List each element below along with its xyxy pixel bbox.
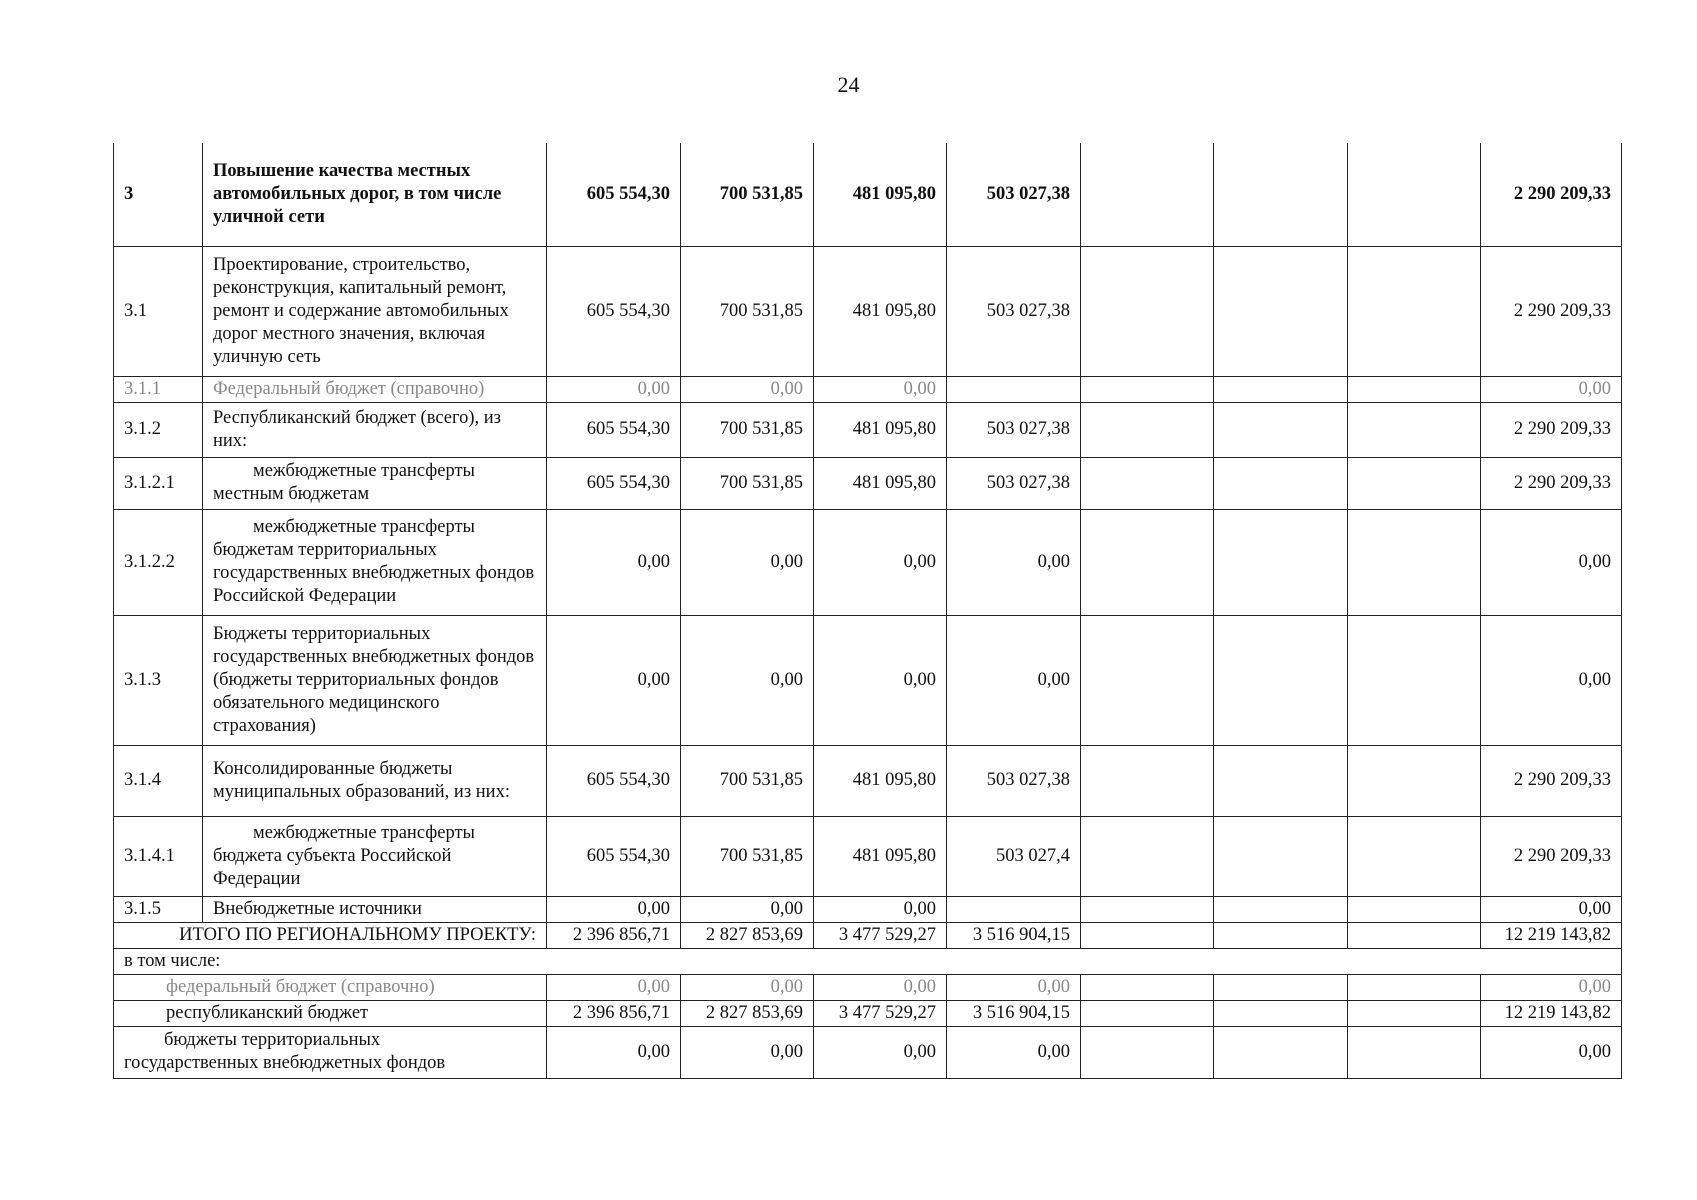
cell-empty (1348, 143, 1481, 246)
table-row (114, 376, 1622, 402)
cell-total: 2 290 209,33 (1481, 745, 1622, 816)
cell-empty (1348, 922, 1481, 948)
table-row (114, 896, 1622, 922)
cell-empty (1081, 1026, 1214, 1078)
table-row (114, 745, 1622, 816)
cell-value: 481 095,80 (814, 457, 947, 509)
cell-empty (1348, 1000, 1481, 1026)
cell-value: 2 827 853,69 (681, 922, 814, 948)
cell-empty (1348, 745, 1481, 816)
cell-empty (1348, 246, 1481, 376)
cell-value: 0,00 (814, 1026, 947, 1078)
cell-empty (1348, 896, 1481, 922)
cell-value: 0,00 (814, 974, 947, 1000)
cell-value: 0,00 (681, 509, 814, 615)
cell-value: 605 554,30 (547, 402, 681, 457)
cell-value (947, 376, 1081, 402)
cell-empty (1214, 246, 1348, 376)
row-name: Консолидированные бюджеты муниципальных образований, из них: (203, 745, 547, 816)
cell-empty (1081, 745, 1214, 816)
cell-empty (1348, 615, 1481, 745)
cell-value: 605 554,30 (547, 246, 681, 376)
row-code: 3.1.4 (114, 745, 203, 816)
cell-empty (1081, 922, 1214, 948)
cell-value: 0,00 (947, 615, 1081, 745)
cell-empty (1348, 376, 1481, 402)
summary-label: республиканский бюджет (114, 1000, 547, 1026)
cell-value: 503 027,38 (947, 246, 1081, 376)
cell-value: 0,00 (547, 376, 681, 402)
cell-empty (1081, 143, 1214, 246)
cell-empty (1214, 896, 1348, 922)
cell-empty (1214, 922, 1348, 948)
cell-empty (1081, 402, 1214, 457)
cell-value: 503 027,38 (947, 457, 1081, 509)
cell-value: 700 531,85 (681, 402, 814, 457)
cell-total: 2 290 209,33 (1481, 402, 1622, 457)
cell-value: 0,00 (814, 896, 947, 922)
cell-empty (1214, 974, 1348, 1000)
cell-value (947, 896, 1081, 922)
cell-value: 3 477 529,27 (814, 1000, 947, 1026)
row-code: 3.1 (114, 246, 203, 376)
cell-empty (1081, 509, 1214, 615)
cell-value: 0,00 (947, 974, 1081, 1000)
table-row (114, 143, 1622, 246)
table-row (114, 402, 1622, 457)
cell-empty (1081, 1000, 1214, 1026)
cell-value: 481 095,80 (814, 745, 947, 816)
summary-label: бюджеты территориальных государственных внебюджетных фондов (114, 1026, 547, 1078)
cell-total: 0,00 (1481, 1026, 1622, 1078)
cell-total: 0,00 (1481, 615, 1622, 745)
cell-value: 0,00 (681, 376, 814, 402)
summary-row (114, 1026, 1622, 1078)
row-name: Повышение качества местных автомобильных дорог, в том числе уличной сети (203, 143, 547, 246)
cell-value: 481 095,80 (814, 816, 947, 896)
cell-empty (1214, 1026, 1348, 1078)
row-code: 3.1.3 (114, 615, 203, 745)
cell-value: 481 095,80 (814, 402, 947, 457)
cell-empty (1348, 974, 1481, 1000)
row-code: 3.1.2 (114, 402, 203, 457)
cell-value: 605 554,30 (547, 143, 681, 246)
cell-total: 0,00 (1481, 974, 1622, 1000)
cell-empty (1214, 615, 1348, 745)
row-code: 3 (114, 143, 203, 246)
cell-value: 0,00 (547, 615, 681, 745)
row-name: Республиканский бюджет (всего), из них: (203, 402, 547, 457)
cell-value: 0,00 (814, 509, 947, 615)
cell-value: 0,00 (547, 974, 681, 1000)
cell-empty (1214, 1000, 1348, 1026)
cell-empty (1214, 457, 1348, 509)
page-number: 24 (837, 72, 860, 97)
cell-total: 0,00 (1481, 376, 1622, 402)
cell-total: 0,00 (1481, 509, 1622, 615)
cell-value: 0,00 (547, 896, 681, 922)
row-code: 3.1.1 (114, 376, 203, 402)
cell-value: 0,00 (814, 615, 947, 745)
total-row (114, 922, 1622, 948)
cell-value: 0,00 (814, 376, 947, 402)
cell-empty (1081, 896, 1214, 922)
row-code: 3.1.4.1 (114, 816, 203, 896)
row-name: Проектирование, строительство, реконструкция, капитальный ремонт, ремонт и содержание автомобильных дорог местного значения, включая уличную сеть (203, 246, 547, 376)
cell-value: 605 554,30 (547, 745, 681, 816)
cell-value: 0,00 (547, 1026, 681, 1078)
cell-value: 503 027,4 (947, 816, 1081, 896)
summary-label: федеральный бюджет (справочно) (114, 974, 547, 1000)
row-name: Внебюджетные источники (203, 896, 547, 922)
cell-empty (1081, 615, 1214, 745)
cell-value: 700 531,85 (681, 745, 814, 816)
cell-value: 3 516 904,15 (947, 922, 1081, 948)
cell-empty (1214, 402, 1348, 457)
cell-value: 503 027,38 (947, 402, 1081, 457)
cell-value: 700 531,85 (681, 143, 814, 246)
cell-total: 2 290 209,33 (1481, 246, 1622, 376)
cell-value: 481 095,80 (814, 246, 947, 376)
cell-value: 0,00 (681, 615, 814, 745)
table-row (114, 509, 1622, 615)
cell-value: 0,00 (947, 509, 1081, 615)
cell-empty (1348, 1026, 1481, 1078)
cell-value: 0,00 (681, 974, 814, 1000)
total-label: ИТОГО ПО РЕГИОНАЛЬНОМУ ПРОЕКТУ: (114, 922, 547, 948)
cell-value: 2 396 856,71 (547, 1000, 681, 1026)
cell-value: 605 554,30 (547, 457, 681, 509)
cell-value: 0,00 (547, 509, 681, 615)
cell-value: 0,00 (947, 1026, 1081, 1078)
cell-total: 12 219 143,82 (1481, 1000, 1622, 1026)
cell-value: 700 531,85 (681, 246, 814, 376)
cell-value: 2 396 856,71 (547, 922, 681, 948)
row-code: 3.1.5 (114, 896, 203, 922)
cell-empty (1081, 974, 1214, 1000)
cell-total: 2 290 209,33 (1481, 143, 1622, 246)
cell-value: 481 095,80 (814, 143, 947, 246)
row-code: 3.1.2.1 (114, 457, 203, 509)
cell-empty (1348, 457, 1481, 509)
table-row (114, 816, 1622, 896)
cell-value: 3 477 529,27 (814, 922, 947, 948)
row-name: межбюджетные трансферты местным бюджетам (203, 457, 547, 509)
cell-value: 605 554,30 (547, 816, 681, 896)
row-code: 3.1.2.2 (114, 509, 203, 615)
table-row (114, 246, 1622, 376)
cell-value: 503 027,38 (947, 143, 1081, 246)
row-name: межбюджетные трансферты бюджетам территориальных государственных внебюджетных фондов Российской Федерации (203, 509, 547, 615)
cell-value: 2 827 853,69 (681, 1000, 814, 1026)
cell-value: 3 516 904,15 (947, 1000, 1081, 1026)
cell-value: 0,00 (681, 896, 814, 922)
row-name: межбюджетные трансферты бюджета субъекта Российской Федерации (203, 816, 547, 896)
cell-empty (1214, 143, 1348, 246)
row-name: Федеральный бюджет (справочно) (203, 376, 547, 402)
table-row (114, 457, 1622, 509)
cell-empty (1214, 816, 1348, 896)
row-name: Бюджеты территориальных государственных внебюджетных фондов (бюджеты территориальных фондов обязательного медицинского страхования) (203, 615, 547, 745)
cell-value: 503 027,38 (947, 745, 1081, 816)
cell-empty (1348, 402, 1481, 457)
table-row (114, 615, 1622, 745)
cell-empty (1214, 745, 1348, 816)
cell-value: 0,00 (681, 1026, 814, 1078)
cell-empty (1214, 509, 1348, 615)
budget-table (113, 143, 1622, 1079)
cell-empty (1081, 816, 1214, 896)
cell-total: 12 219 143,82 (1481, 922, 1622, 948)
summary-row (114, 974, 1622, 1000)
cell-empty (1348, 816, 1481, 896)
including-label: в том числе: (114, 948, 1622, 974)
cell-value: 700 531,85 (681, 816, 814, 896)
cell-empty (1081, 376, 1214, 402)
cell-total: 0,00 (1481, 896, 1622, 922)
cell-value: 700 531,85 (681, 457, 814, 509)
cell-total: 2 290 209,33 (1481, 816, 1622, 896)
cell-empty (1348, 509, 1481, 615)
cell-empty (1081, 457, 1214, 509)
cell-total: 2 290 209,33 (1481, 457, 1622, 509)
including-row (114, 948, 1622, 974)
cell-empty (1081, 246, 1214, 376)
cell-empty (1214, 376, 1348, 402)
summary-row (114, 1000, 1622, 1026)
